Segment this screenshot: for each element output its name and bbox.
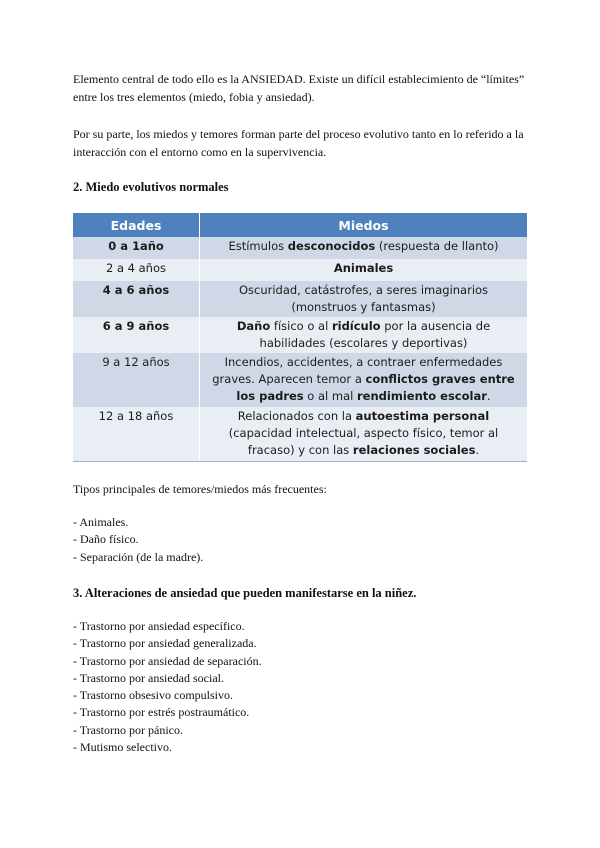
fear-cell: Oscuridad, catástrofes, a seres imaginarios (monstruos y fantasmas)	[200, 281, 528, 317]
list-item: - Animales.	[73, 515, 129, 529]
fear-cell: Daño físico o al ridículo por la ausencia de habilidades (escolares y deportivas)	[200, 317, 528, 353]
table-row	[73, 353, 527, 407]
age-cell: 6 a 9 años	[73, 317, 200, 353]
tipos-list	[73, 514, 203, 566]
fear-cell: Relacionados con la autoestima personal (capacidad intelectual, aspecto físico, temor al fracaso) y con las relaciones sociales.	[200, 407, 528, 461]
fear-cell: Incendios, accidentes, a contraer enfermedades graves. Aparecen temor a conflictos graves entre los padres o al mal rendimiento escolar.	[200, 353, 528, 407]
table-row	[73, 407, 527, 461]
age-cell: 0 a 1año	[73, 237, 200, 259]
intro-paragraph-2: Por su parte, los miedos y temores forman parte del proceso evolutivo tanto en lo referido a la interacción con el entorno como en la supervivencia.	[73, 127, 524, 159]
table-row	[73, 281, 527, 317]
list-item: - Mutismo selectivo.	[73, 740, 172, 755]
list-item: - Trastorno por pánico.	[73, 722, 183, 737]
disorders-list	[73, 618, 262, 756]
list-item: - Trastorno obsesivo compulsivo.	[73, 688, 234, 703]
tipos-intro: Tipos principales de temores/miedos más frecuentes:	[73, 482, 327, 496]
list-item: - Separación (de la madre).	[73, 549, 204, 564]
list-item: - Trastorno por ansiedad social.	[73, 670, 224, 685]
list-item: - Trastorno por ansiedad de separación.	[73, 653, 262, 668]
age-cell: 4 a 6 años	[73, 281, 200, 317]
age-cell: 12 a 18 años	[73, 407, 200, 461]
list-item: - Trastorno por ansiedad específico.	[73, 619, 245, 633]
table-row	[73, 317, 527, 353]
list-item: - Trastorno por ansiedad generalizada.	[73, 636, 257, 651]
table-row	[73, 259, 527, 281]
age-cell: 9 a 12 años	[73, 353, 200, 407]
section-2-heading: 2. Miedo evolutivos normales	[73, 180, 229, 194]
section-3-heading: 3. Alteraciones de ansiedad que pueden manifestarse en la niñez.	[73, 586, 417, 600]
list-item: - Daño físico.	[73, 532, 139, 547]
fear-cell: Animales	[200, 259, 528, 281]
header-age: Edades	[73, 213, 200, 237]
table-row	[73, 237, 527, 259]
header-fear: Miedos	[200, 213, 528, 237]
fear-cell: Estímulos desconocidos (respuesta de llanto)	[200, 237, 528, 259]
intro-paragraph-1: Elemento central de todo ello es la ANSIEDAD. Existe un difícil establecimiento de “límites” entre los tres elementos (miedo, fobia y ansiedad).	[73, 72, 525, 104]
table-header-row	[73, 213, 527, 237]
fears-by-age-table	[73, 213, 527, 461]
list-item: - Trastorno por estrés postraumático.	[73, 705, 250, 720]
age-cell: 2 a 4 años	[73, 259, 200, 281]
